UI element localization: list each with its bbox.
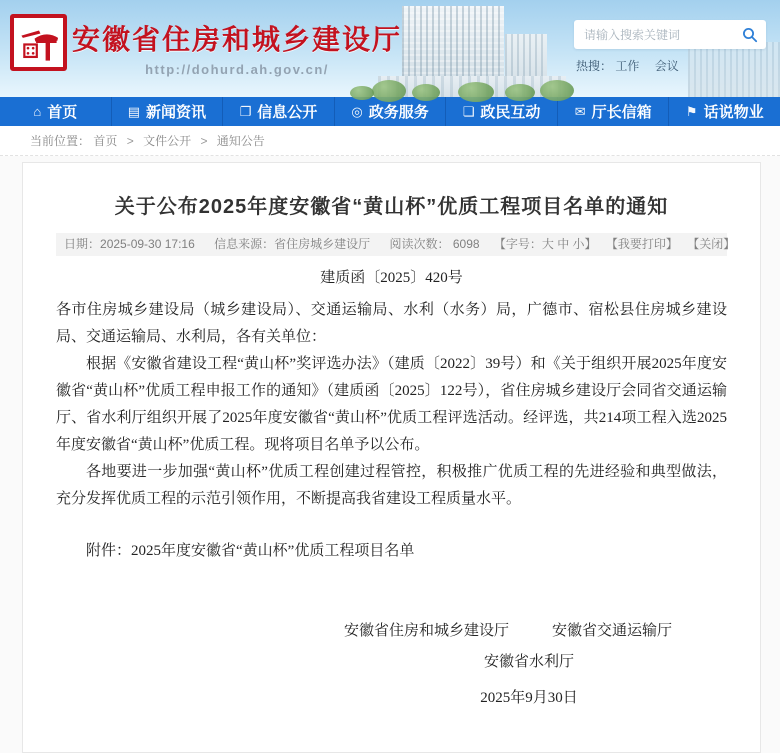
site-url: http://dohurd.ah.gov.cn/ xyxy=(145,62,329,77)
search-input[interactable] xyxy=(584,28,742,42)
nav-label: 首页 xyxy=(47,104,78,121)
attachment-link[interactable]: 附件：2025年度安徽省“黄山杯”优质工程项目名单 xyxy=(86,543,415,559)
nav-label: 信息公开 xyxy=(257,104,318,121)
tree-decoration xyxy=(372,80,406,102)
site-identity xyxy=(72,18,402,77)
tree-decoration xyxy=(505,84,535,101)
signature-line-1 xyxy=(344,618,672,645)
breadcrumb-separator: > xyxy=(126,134,134,148)
search-box[interactable] xyxy=(574,20,766,49)
breadcrumb-label: 当前位置： xyxy=(30,134,91,148)
nav-label: 政民互动 xyxy=(480,104,541,121)
nav-item-info-disclosure[interactable] xyxy=(223,97,335,126)
nav-item-home[interactable] xyxy=(0,97,112,126)
nav-label: 政务服务 xyxy=(368,104,429,121)
meta-views-value: 6098 xyxy=(452,237,480,251)
meta-source-label: 信息来源： xyxy=(214,237,275,251)
breadcrumb xyxy=(0,126,780,156)
emblem-icon xyxy=(17,21,61,65)
document-body xyxy=(56,265,727,712)
gov-services-icon: ◎ xyxy=(351,103,363,119)
site-name: 安徽省住房和城乡建设厅 xyxy=(72,24,403,55)
document-salutation: 各市住房城乡建设局（城乡建设局）、交通运输局、水利（水务）局，广德市、宿松县住房城乡建设局、交通运输局、水利局，各有关单位： xyxy=(56,302,727,345)
meta-views-label: 阅读次数： xyxy=(389,237,450,251)
site-logo xyxy=(10,14,67,71)
signature-transport-dept: 安徽省交通运输厅 xyxy=(551,623,672,639)
document-paragraph: 各地要进一步加强“黄山杯”优质工程创建过程管控，积极推广优质工程的先进经验和典型做法，充分发挥优质工程的示范引领作用，不断提高我省建设工程质量水平。 xyxy=(56,464,727,507)
search-icon[interactable] xyxy=(742,27,758,43)
nav-label: 新闻资讯 xyxy=(146,104,207,121)
meta-date-value: 2025-09-30 17:16 xyxy=(100,237,195,251)
breadcrumb-home[interactable]: 首页 xyxy=(93,134,118,148)
article-title: 关于公布2025年度安徽省“黄山杯”优质工程项目名单的通知 xyxy=(114,196,669,218)
print-button[interactable]: 【我要打印】 xyxy=(605,237,678,251)
tree-decoration xyxy=(350,86,374,100)
public-interaction-icon: ❏ xyxy=(462,103,475,119)
tree-decoration xyxy=(412,84,440,101)
document-paragraph: 根据《安徽省建设工程“黄山杯”奖评选办法》（建质〔2022〕39号）和《关于组织开展2025年度安徽省“黄山杯”优质工程申报工作的通知》（建质函〔2025〕122号），省住房城乡建设厅会同省交通运输厅、省水利厅组织开展了2025年度安徽省“黄山杯”优质工程评选活动。经评选，共214项工程入选2025年度安徽省“黄山杯”优质工程。现将项目名单予以公布。 xyxy=(56,356,727,453)
font-size-control[interactable]: 【字号：大 中 小】 xyxy=(493,237,597,251)
tree-decoration xyxy=(458,82,494,102)
signature-date: 2025年9月30日 xyxy=(480,690,578,706)
close-button[interactable]: 【关闭】 xyxy=(687,237,736,251)
hot-search xyxy=(574,57,766,74)
article-meta-bar xyxy=(56,233,736,256)
tree-decoration xyxy=(540,80,574,101)
meta-source-value: 省住房城乡建设厅 xyxy=(274,237,371,251)
nav-item-news[interactable] xyxy=(112,97,224,126)
nav-item-property-talk[interactable] xyxy=(669,97,780,126)
nav-label: 话说物业 xyxy=(703,104,764,121)
meta-views xyxy=(389,237,479,251)
document-number: 建质函〔2025〕420号 xyxy=(320,270,463,286)
meta-source xyxy=(214,237,370,251)
breadcrumb-separator: > xyxy=(200,134,208,148)
nav-item-director-mailbox[interactable] xyxy=(558,97,670,126)
mailbox-icon: ✉ xyxy=(574,103,586,119)
nav-item-public-interaction[interactable] xyxy=(446,97,558,126)
site-header xyxy=(0,0,780,97)
meta-date-label: 日期： xyxy=(64,237,101,251)
nav-label: 厅长信箱 xyxy=(591,104,652,121)
search-area xyxy=(574,20,766,74)
hot-search-link-meeting[interactable]: 会议 xyxy=(654,59,679,73)
hot-search-link-work[interactable]: 工作 xyxy=(615,59,640,73)
news-icon: ▤ xyxy=(127,103,140,119)
info-disclosure-icon: ❐ xyxy=(239,103,252,119)
breadcrumb-file-disclosure[interactable]: 文件公开 xyxy=(143,134,192,148)
article-card xyxy=(22,162,761,753)
signature-housing-dept: 安徽省住房和城乡建设厅 xyxy=(344,623,510,639)
hot-search-label: 热搜： xyxy=(576,59,613,73)
signature-water-dept: 安徽省水利厅 xyxy=(483,654,574,670)
home-icon: ⌂ xyxy=(33,104,42,119)
breadcrumb-notices[interactable]: 通知公告 xyxy=(216,134,265,148)
meta-date xyxy=(64,237,195,251)
property-icon: ⚑ xyxy=(685,103,698,119)
signature-block xyxy=(344,618,672,712)
